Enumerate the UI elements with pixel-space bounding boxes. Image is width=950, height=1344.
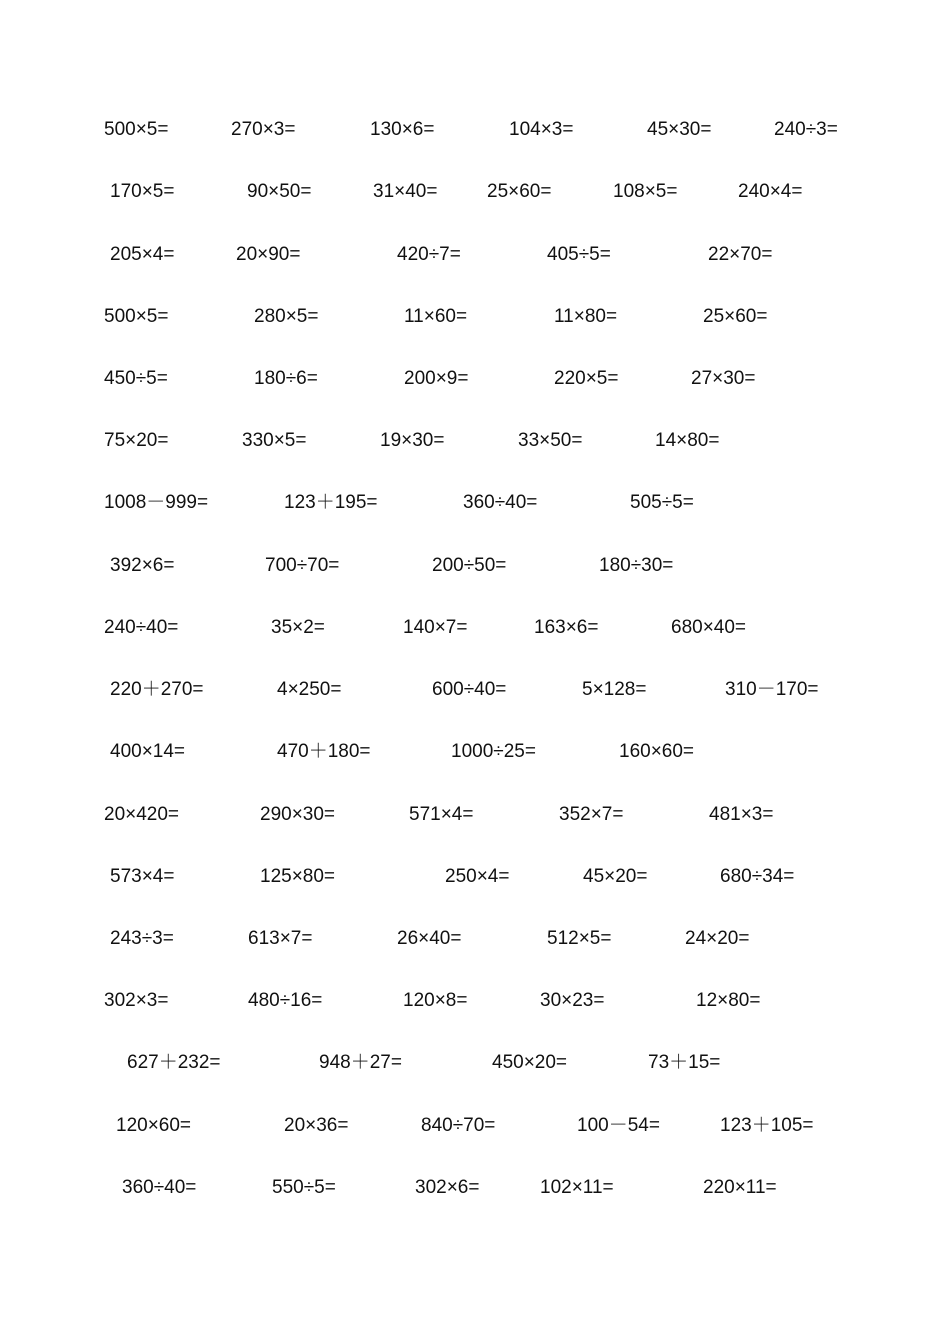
math-problem: 310－170= bbox=[725, 679, 819, 700]
math-problem: 4×250= bbox=[277, 679, 342, 700]
math-problem: 613×7= bbox=[248, 928, 313, 949]
math-problem: 24×20= bbox=[685, 928, 750, 949]
math-problem: 140×7= bbox=[403, 617, 468, 638]
math-problem: 20×420= bbox=[104, 804, 180, 825]
math-problem: 360÷40= bbox=[463, 492, 538, 513]
problem-row bbox=[0, 426, 950, 456]
math-problem: 45×30= bbox=[647, 119, 712, 140]
math-problem: 270×3= bbox=[231, 119, 296, 140]
math-problem: 100－54= bbox=[577, 1115, 660, 1136]
problem-row bbox=[0, 675, 950, 705]
problem-row bbox=[0, 1111, 950, 1141]
math-problem: 33×50= bbox=[518, 430, 583, 451]
math-problem: 360÷40= bbox=[122, 1177, 197, 1198]
math-problem: 20×36= bbox=[284, 1115, 349, 1136]
math-problem: 280×5= bbox=[254, 306, 319, 327]
math-problem: 352×7= bbox=[559, 804, 624, 825]
math-problem: 25×60= bbox=[487, 181, 552, 202]
math-problem: 700÷70= bbox=[265, 555, 340, 576]
math-problem: 1008－999= bbox=[104, 492, 209, 513]
math-problem: 573×4= bbox=[110, 866, 175, 887]
math-problem: 205×4= bbox=[110, 244, 175, 265]
problem-row bbox=[0, 1048, 950, 1078]
math-problem: 405÷5= bbox=[547, 244, 611, 265]
math-problem: 420÷7= bbox=[397, 244, 461, 265]
math-problem: 571×4= bbox=[409, 804, 474, 825]
math-problem: 170×5= bbox=[110, 181, 175, 202]
math-problem: 5×128= bbox=[582, 679, 647, 700]
problem-row bbox=[0, 986, 950, 1016]
math-problem: 130×6= bbox=[370, 119, 435, 140]
math-problem: 160×60= bbox=[619, 741, 695, 762]
math-problem: 200×9= bbox=[404, 368, 469, 389]
problem-row bbox=[0, 240, 950, 270]
math-problem: 220×5= bbox=[554, 368, 619, 389]
math-problem: 250×4= bbox=[445, 866, 510, 887]
problem-row bbox=[0, 488, 950, 518]
math-problem: 330×5= bbox=[242, 430, 307, 451]
math-problem: 220＋270= bbox=[110, 679, 204, 700]
math-problem: 73＋15= bbox=[648, 1052, 721, 1073]
math-problem: 505÷5= bbox=[630, 492, 694, 513]
math-problem: 290×30= bbox=[260, 804, 336, 825]
math-problem: 27×30= bbox=[691, 368, 756, 389]
math-problem: 550÷5= bbox=[272, 1177, 336, 1198]
math-problem: 125×80= bbox=[260, 866, 336, 887]
math-problem: 35×2= bbox=[271, 617, 325, 638]
problem-row bbox=[0, 862, 950, 892]
math-problem: 450÷5= bbox=[104, 368, 168, 389]
math-problem: 200÷50= bbox=[432, 555, 507, 576]
math-problem: 30×23= bbox=[540, 990, 605, 1011]
problem-row bbox=[0, 302, 950, 332]
math-problem: 14×80= bbox=[655, 430, 720, 451]
math-problem: 12×80= bbox=[696, 990, 761, 1011]
problem-row bbox=[0, 613, 950, 643]
problem-row bbox=[0, 115, 950, 145]
math-problem: 220×11= bbox=[703, 1177, 777, 1198]
math-problem: 400×14= bbox=[110, 741, 186, 762]
math-problem: 102×11= bbox=[540, 1177, 614, 1198]
math-problem: 19×30= bbox=[380, 430, 445, 451]
math-problem: 75×20= bbox=[104, 430, 169, 451]
math-problem: 31×40= bbox=[373, 181, 438, 202]
math-problem: 840÷70= bbox=[421, 1115, 496, 1136]
problem-row bbox=[0, 551, 950, 581]
math-problem: 180÷6= bbox=[254, 368, 318, 389]
math-problem: 450×20= bbox=[492, 1052, 568, 1073]
math-problem: 1000÷25= bbox=[451, 741, 536, 762]
math-problem: 20×90= bbox=[236, 244, 301, 265]
math-problem: 90×50= bbox=[247, 181, 312, 202]
math-problem: 22×70= bbox=[708, 244, 773, 265]
math-problem: 480÷16= bbox=[248, 990, 323, 1011]
math-problem: 627＋232= bbox=[127, 1052, 221, 1073]
math-problem: 25×60= bbox=[703, 306, 768, 327]
math-problem: 163×6= bbox=[534, 617, 599, 638]
math-problem: 180÷30= bbox=[599, 555, 674, 576]
math-problem: 26×40= bbox=[397, 928, 462, 949]
math-problem: 302×6= bbox=[415, 1177, 480, 1198]
math-problem: 123＋105= bbox=[720, 1115, 814, 1136]
problem-row bbox=[0, 924, 950, 954]
problem-row bbox=[0, 177, 950, 207]
math-problem: 45×20= bbox=[583, 866, 648, 887]
math-problem: 500×5= bbox=[104, 306, 169, 327]
math-problem: 512×5= bbox=[547, 928, 612, 949]
math-problem: 120×60= bbox=[116, 1115, 192, 1136]
problem-row bbox=[0, 800, 950, 830]
math-problem: 123＋195= bbox=[284, 492, 378, 513]
math-problem: 948＋27= bbox=[319, 1052, 402, 1073]
math-problem: 470＋180= bbox=[277, 741, 371, 762]
math-problem: 481×3= bbox=[709, 804, 774, 825]
math-problem: 240÷40= bbox=[104, 617, 179, 638]
math-problem: 108×5= bbox=[613, 181, 678, 202]
math-problem: 11×60= bbox=[404, 306, 468, 327]
math-problem: 11×80= bbox=[554, 306, 618, 327]
math-problem: 240×4= bbox=[738, 181, 803, 202]
math-problem: 680÷34= bbox=[720, 866, 795, 887]
math-problem: 302×3= bbox=[104, 990, 169, 1011]
math-problem: 104×3= bbox=[509, 119, 574, 140]
math-problem: 120×8= bbox=[403, 990, 468, 1011]
problem-row bbox=[0, 364, 950, 394]
math-problem: 240÷3= bbox=[774, 119, 838, 140]
math-problem: 600÷40= bbox=[432, 679, 507, 700]
math-problem: 680×40= bbox=[671, 617, 747, 638]
problem-row bbox=[0, 737, 950, 767]
problem-row bbox=[0, 1173, 950, 1203]
math-problem: 500×5= bbox=[104, 119, 169, 140]
math-problem: 243÷3= bbox=[110, 928, 174, 949]
math-problem: 392×6= bbox=[110, 555, 175, 576]
